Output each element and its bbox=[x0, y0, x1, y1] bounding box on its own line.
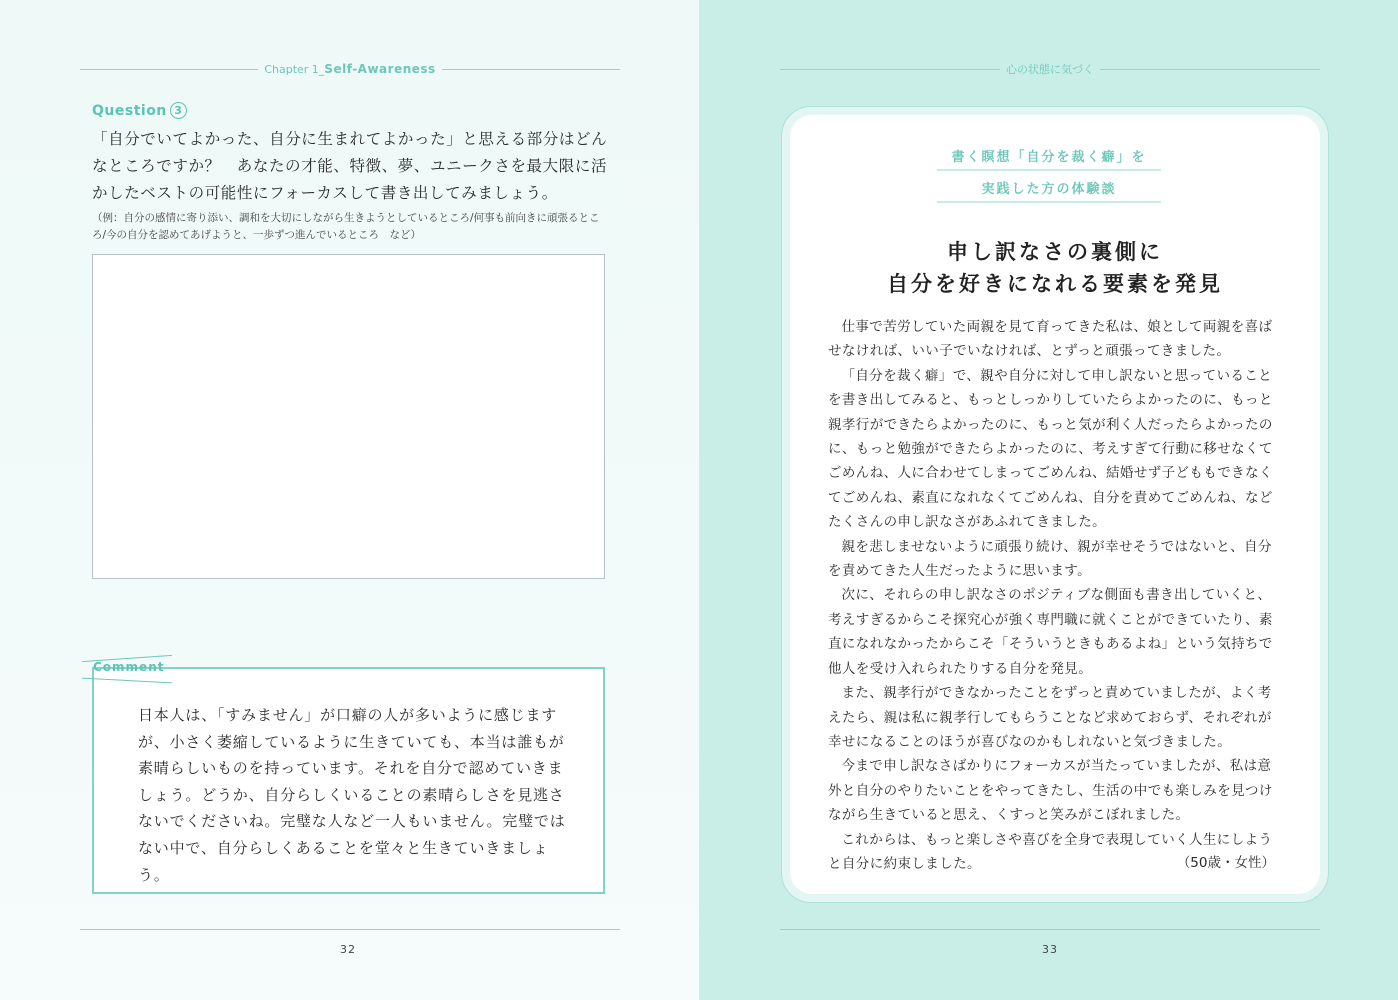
banner-rule-2 bbox=[937, 201, 1161, 203]
page-number-right: 33 bbox=[1042, 943, 1058, 956]
chapter-number: Chapter 1 bbox=[264, 63, 319, 76]
banner-line-2: 実践した方の体験談 bbox=[981, 182, 1117, 197]
story-body bbox=[828, 315, 1278, 876]
story-title-line-1: 申し訳なさの裏側に bbox=[947, 240, 1163, 264]
story-paragraph: 次に、それらの申し訳なさのポジティブな側面も書き出していくと、考えすぎるからこそ探究心が強く専門職に就くことができていたり、素直になれなかったからこそ「そういうときもあるよね」という気持ちで他人を受け入れられたりする自分を発見。 bbox=[828, 587, 1273, 677]
chapter-label: Chapter 1_Self-Awareness bbox=[264, 62, 436, 76]
header-rule-right bbox=[1100, 69, 1320, 70]
story-paragraph: 今まで申し訳なさばかりにフォーカスが当たっていましたが、私は意外と自分のやりたいことをやってきたし、生活の中でも楽しみを見つけながら生きていると思え、くすっと笑みがこぼれました。 bbox=[828, 758, 1273, 824]
story-title bbox=[800, 236, 1310, 300]
footer-rule-right bbox=[780, 929, 1320, 930]
header-rule-left bbox=[80, 69, 258, 70]
banner-rule-1 bbox=[937, 169, 1161, 171]
header-rule-right bbox=[442, 69, 620, 70]
story-title-line-2: 自分を好きになれる要素を発見 bbox=[887, 272, 1223, 296]
story-paragraph: 「自分を裁く癖」で、親や自分に対して申し訳ないと思っていることを書き出してみると、もっとしっかりしていたらよかったのに、もっと親孝行ができたらよかったのに、もっと気が利く人だったらよかったのに、もっと勉強ができたらよかったのに、考えすぎて行動に移せなくてごめんね、人に合わせてしまってごめんね、結婚せず子どももできなくてごめんね、素直になれなくてごめんね、自分を責めてごめんね、などたくさんの申し訳なさがあふれてきました。 bbox=[828, 367, 1273, 531]
page-number-left: 32 bbox=[340, 943, 356, 956]
question-label: Question bbox=[92, 102, 167, 119]
header-rule-left bbox=[780, 69, 1000, 70]
story-paragraph: また、親孝行ができなかったことをずっと責めていましたが、よく考えたら、親は私に親孝行してもらうことなど求めておらず、それぞれが幸せになることのほうが喜びなのかもしれないと気づきました。 bbox=[828, 685, 1272, 750]
question-example: （例：自分の感情に寄り添い、調和を大切にしながら生きようとしているところ/何事も前向きに頑張るところ/今の自分を認めてあげようと、一歩ずつ進んでいるところ など） bbox=[92, 212, 600, 241]
chapter-title: Self-Awareness bbox=[324, 62, 436, 76]
section-title: 心の状態に気づく bbox=[1006, 63, 1094, 76]
question-heading bbox=[92, 102, 187, 119]
story-paragraph: 仕事で苦労していた両親を見て育ってきた私は、娘として両親を喜ばせなければ、いい子でいなければ、とずっと頑張ってきました。 bbox=[828, 319, 1273, 360]
story-paragraph: これからは、もっと楽しさや喜びを全身で表現していく人生にしようと自分に約束しました。 bbox=[828, 831, 1273, 872]
story-paragraph: 親を悲しませないように頑張り続け、親が幸せそうではないと、自分を責めてきた人生だったように思います。 bbox=[828, 538, 1272, 580]
right-running-header bbox=[780, 62, 1320, 76]
story-signature: （50歳・女性） bbox=[1176, 855, 1275, 871]
left-running-header bbox=[80, 62, 620, 76]
question-number-circle: 3 bbox=[170, 102, 187, 119]
banner-line-1: 書く瞑想「自分を裁く癖」を bbox=[951, 150, 1147, 165]
question-text: 「自分でいてよかった、自分に生まれてよかった」と思える部分はどんなところですか？ あなたの才能、特徴、夢、ユニークさを最大限に活かしたベストの可能性にフォーカスして書き出してみましょう。 bbox=[92, 130, 608, 202]
answer-writing-box[interactable] bbox=[92, 254, 605, 579]
comment-text: 日本人は、「すみません」が口癖の人が多いように感じますが、小さく萎縮しているように生きていても、本当は誰もが素晴らしいものを持っています。それを自分で認めていきましょう。どうか、自分らしくいることの素晴らしさを見逃さないでくださいね。完璧な人など一人もいません。完璧ではない中で、自分らしくあることを堂々と生きていきましょう。 bbox=[138, 706, 566, 884]
footer-rule-left bbox=[80, 929, 620, 930]
comment-label: Comment bbox=[93, 660, 165, 674]
